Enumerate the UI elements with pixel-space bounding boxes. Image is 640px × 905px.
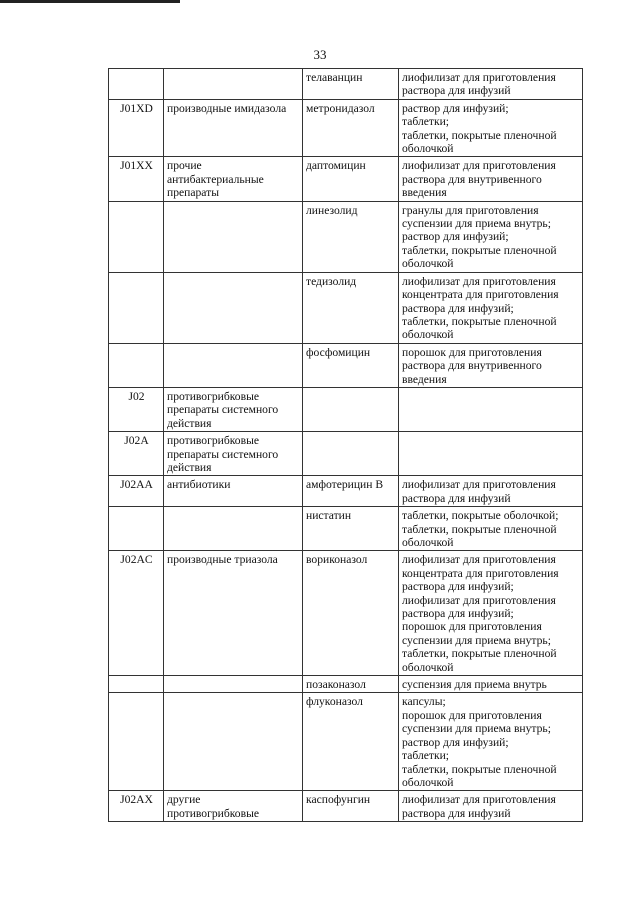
dosage-form-cell: лиофилизат для приготовления раствора для внутривенного введения	[399, 157, 583, 201]
group-cell	[164, 507, 303, 551]
table-row	[109, 507, 583, 551]
dosage-form-cell	[399, 387, 583, 431]
dosage-form-cell: лиофилизат для приготовления концентрата для приготовления раствора для инфузий; таблетки, покрытые пленочной оболочкой	[399, 272, 583, 343]
drug-name-cell: амфотерицин В	[303, 476, 399, 507]
drug-name-cell	[303, 387, 399, 431]
atc-code-cell	[109, 272, 164, 343]
drug-name-cell: нистатин	[303, 507, 399, 551]
atc-code-cell: J01XX	[109, 157, 164, 201]
atc-code-cell: J02AC	[109, 551, 164, 676]
drug-name-cell: даптомицин	[303, 157, 399, 201]
drug-name-cell: метронидазол	[303, 99, 399, 157]
table-row	[109, 99, 583, 157]
dosage-form-cell: раствор для инфузий; таблетки; таблетки, покрытые пленочной оболочкой	[399, 99, 583, 157]
table-row	[109, 201, 583, 272]
table-row	[109, 551, 583, 676]
drug-name-cell: каспофунгин	[303, 791, 399, 822]
drug-name-cell	[303, 432, 399, 476]
table-row	[109, 693, 583, 791]
table-row	[109, 343, 583, 387]
table-row	[109, 791, 583, 822]
group-cell: прочие антибактериальные препараты	[164, 157, 303, 201]
group-cell	[164, 693, 303, 791]
group-cell: другие противогрибковые	[164, 791, 303, 822]
drug-name-cell: фосфомицин	[303, 343, 399, 387]
atc-code-cell	[109, 676, 164, 693]
table-row	[109, 157, 583, 201]
group-cell	[164, 676, 303, 693]
group-cell: противогрибковые препараты системного действия	[164, 387, 303, 431]
atc-code-cell	[109, 69, 164, 100]
dosage-form-cell: лиофилизат для приготовления концентрата для приготовления раствора для инфузий; лиофилизат для приготовления раствора для инфузий; порошок для приготовления суспензии для приема внутрь; таблетки, покрытые пленочной оболочкой	[399, 551, 583, 676]
drug-name-cell: флуконазол	[303, 693, 399, 791]
drug-name-cell: позаконазол	[303, 676, 399, 693]
group-cell: производные триазола	[164, 551, 303, 676]
atc-code-cell: J02A	[109, 432, 164, 476]
drug-name-cell: вориконазол	[303, 551, 399, 676]
dosage-form-cell: гранулы для приготовления суспензии для приема внутрь; раствор для инфузий; таблетки, покрытые пленочной оболочкой	[399, 201, 583, 272]
atc-code-cell: J02AX	[109, 791, 164, 822]
drug-table	[108, 68, 583, 822]
atc-code-cell: J01XD	[109, 99, 164, 157]
dosage-form-cell: суспензия для приема внутрь	[399, 676, 583, 693]
group-cell: антибиотики	[164, 476, 303, 507]
table-row	[109, 272, 583, 343]
group-cell	[164, 201, 303, 272]
dosage-form-cell: лиофилизат для приготовления раствора для инфузий	[399, 69, 583, 100]
atc-code-cell: J02AA	[109, 476, 164, 507]
table-row	[109, 432, 583, 476]
dosage-form-cell: лиофилизат для приготовления раствора для инфузий	[399, 791, 583, 822]
drug-name-cell: линезолид	[303, 201, 399, 272]
group-cell	[164, 272, 303, 343]
top-border-line	[0, 0, 180, 3]
atc-code-cell	[109, 343, 164, 387]
dosage-form-cell: порошок для приготовления раствора для внутривенного введения	[399, 343, 583, 387]
atc-code-cell: J02	[109, 387, 164, 431]
group-cell: противогрибковые препараты системного действия	[164, 432, 303, 476]
dosage-form-cell: лиофилизат для приготовления раствора для инфузий	[399, 476, 583, 507]
atc-code-cell	[109, 507, 164, 551]
group-cell	[164, 69, 303, 100]
atc-code-cell	[109, 201, 164, 272]
table-row	[109, 387, 583, 431]
group-cell: производные имидазола	[164, 99, 303, 157]
table-row	[109, 69, 583, 100]
dosage-form-cell	[399, 432, 583, 476]
page-number: 33	[313, 47, 327, 62]
atc-code-cell	[109, 693, 164, 791]
drug-name-cell: телаванцин	[303, 69, 399, 100]
group-cell	[164, 343, 303, 387]
table-row	[109, 676, 583, 693]
dosage-form-cell: капсулы; порошок для приготовления суспензии для приема внутрь; раствор для инфузий; таблетки; таблетки, покрытые пленочной оболочкой	[399, 693, 583, 791]
drug-name-cell: тедизолид	[303, 272, 399, 343]
table-row	[109, 476, 583, 507]
dosage-form-cell: таблетки, покрытые оболочкой; таблетки, покрытые пленочной оболочкой	[399, 507, 583, 551]
